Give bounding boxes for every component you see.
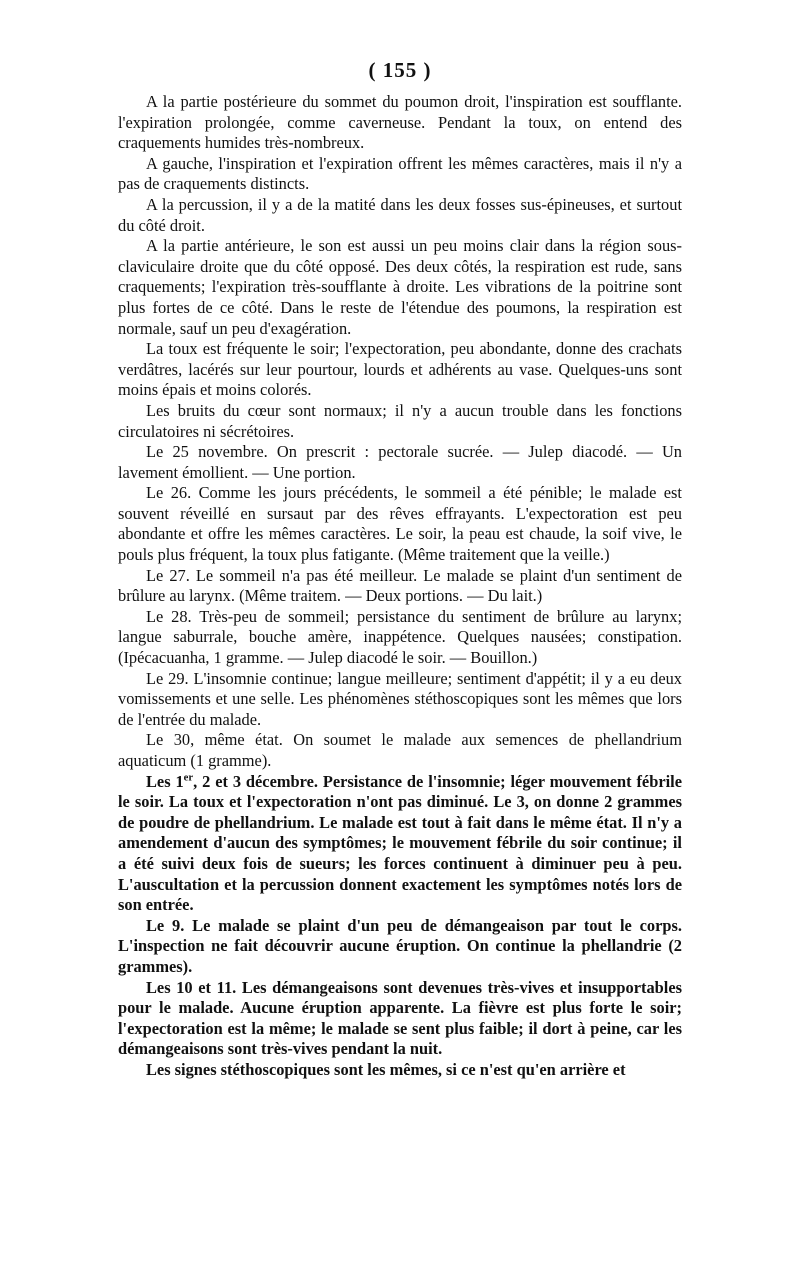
paragraph: A la partie antérieure, le son est aussi un peu moins clair dans la région sous-claviculaire droite que du côté opposé. Des deux côtés, la respiration est rude, sans craquements; l'expiration très-soufflante à droite. Les vibrations de la poitrine sont plus fortes de ce côté. Dans le reste de l'étendue des poumons, la respiration est normale, sauf un peu d'exagération.: [118, 236, 682, 338]
paragraph: Les 10 et 11. Les démangeaisons sont devenues très-vives et insupportables pour le malade. Aucune éruption apparente. La fièvre est plus forte le soir; l'expectoration est la même; le malade se sent plus faible; il dort à peine, car les démangeaisons sont très-vives pendant la nuit.: [118, 977, 682, 1059]
paragraph-rest: , 2 et 3 décembre. Persistance de l'insomnie; léger mouvement fébrile le soir. La toux et l'expectoration n'ont pas diminué. Le 3, on donne 2 grammes de poudre de phellandrium. Le malade est tout à fait dans le même état. Il n'y a amendement d'aucun des symptômes; le mouvement fébrile du soir continue; il a été suivi deux fois de sueurs; les forces continuent à diminuer peu à peu. L'auscultation et la percussion donnent exactement les symptômes notés lors de son entrée.: [118, 771, 682, 915]
paragraph: Les bruits du cœur sont normaux; il n'y a aucun trouble dans les fonctions circulatoires ni sécrétoires.: [118, 400, 682, 441]
paragraph: Le 28. Très-peu de sommeil; persistance du sentiment de brûlure au larynx; langue saburrale, bouche amère, inappétence. Quelques nausées; constipation. (Ipécacuanha, 1 gramme. — Julep diacodé le soir. — Bouillon.): [118, 606, 682, 668]
paragraph: Le 30, même état. On soumet le malade aux semences de phellandrium aquaticum (1 gramme).: [118, 730, 682, 770]
paragraph: [118, 772, 682, 916]
paragraph: Le 9. Le malade se plaint d'un peu de démangeaison par tout le corps. L'inspection ne fait découvrir aucune éruption. On continue la phellandrie (2 grammes).: [118, 915, 682, 976]
paragraph: A la partie postérieure du sommet du poumon droit, l'inspiration est soufflante. l'expiration prolongée, comme caverneuse. Pendant la toux, on entend des craquements humides très-nombreux.: [118, 92, 682, 153]
paragraph: A gauche, l'inspiration et l'expiration offrent les mêmes caractères, mais il n'y a pas de craquements distincts.: [118, 153, 682, 194]
paragraph: Le 25 novembre. On prescrit : pectorale sucrée. — Julep diacodé. — Un lavement émollient. — Une portion.: [118, 442, 682, 482]
page-number: ( 155 ): [368, 58, 432, 82]
paragraph: Les signes stéthoscopiques sont les mêmes, si ce n'est qu'en arrière et: [146, 1059, 626, 1079]
paragraph: Le 27. Le sommeil n'a pas été meilleur. Le malade se plaint d'un sentiment de brûlure au larynx. (Même traitem. — Deux portions. — Du lait.): [118, 565, 682, 606]
paragraph: La toux est fréquente le soir; l'expectoration, peu abondante, donne des crachats verdâtres, lacérés sur leur pourtour, lourds et adhérents au vase. Quelques-uns sont moins épais et moins colorés.: [118, 339, 682, 400]
paragraph: Le 26. Comme les jours précédents, le sommeil a été pénible; le malade est souvent réveillé en sursaut par des rêves effrayants. L'expectoration est peu abondante et offre les mêmes caractères. Le soir, la peau est chaude, la soif vive, le pouls plus fréquent, la toux plus fatigante. (Même traitement que la veille.): [118, 483, 682, 565]
paragraph: A la percussion, il y a de la matité dans les deux fosses sus-épineuses, et surtout du côté droit.: [118, 194, 682, 235]
paragraph-start: Les 1: [146, 771, 184, 791]
body-text: [118, 92, 682, 1081]
ordinal-superscript: er: [183, 772, 194, 784]
paragraph: Le 29. L'insomnie continue; langue meilleure; sentiment d'appétit; il y a eu deux vomissements et une selle. Les phénomènes stéthoscopiques sont les mêmes que lors de l'entrée du malade.: [118, 668, 682, 729]
